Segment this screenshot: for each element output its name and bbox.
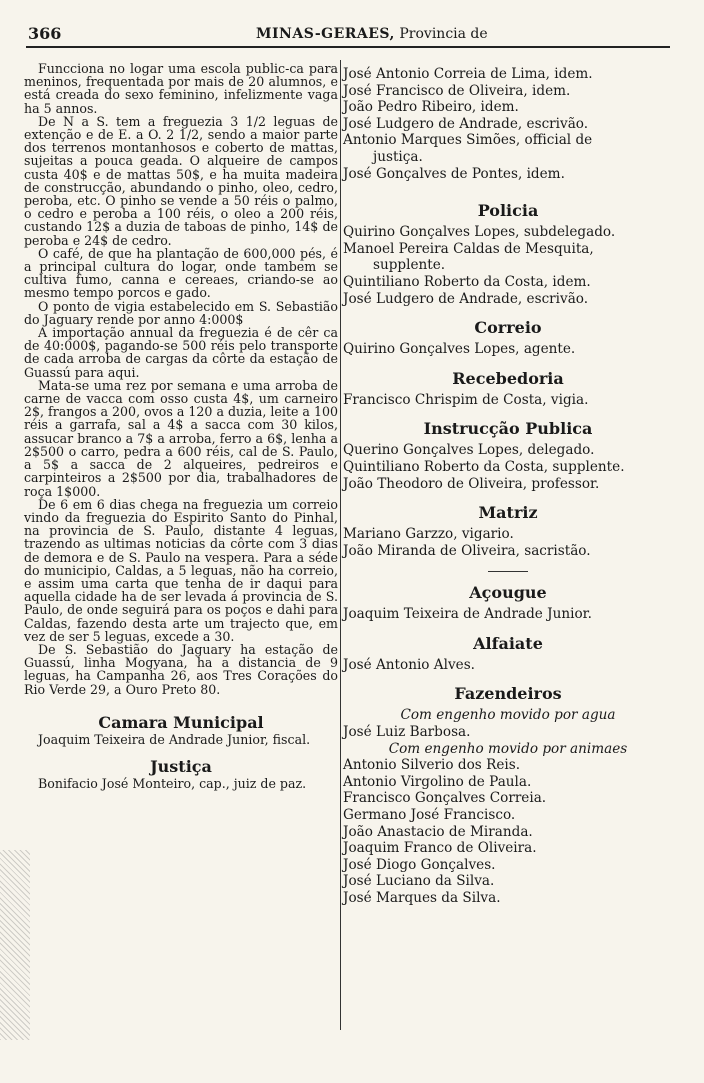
list-item: João Pedro Ribeiro, idem. (343, 99, 519, 116)
list-item: José Ludgero de Andrade, escrivão. (343, 115, 589, 132)
running-title (256, 26, 488, 42)
list-item: José Ludgero de Andrade, escrivão. (343, 290, 589, 307)
list-item: Joaquim Franco de Oliveira. (343, 840, 537, 857)
running-title-rest: Provincia de (399, 26, 488, 42)
section-title-acougue: Açougue (469, 583, 547, 603)
list-item: José Marques da Silva. (343, 890, 501, 906)
list-item: Joaquim Teixeira de Andrade Junior. (343, 606, 592, 623)
list-item: Germano José Francisco. (343, 807, 516, 824)
subheading-agua: Com engenho movido por agua (400, 707, 616, 724)
list-item: Quirino Gonçalves Lopes, agente. (343, 341, 576, 358)
list-item: justiça. (373, 148, 423, 165)
list-item: Antonio Silverio dos Reis. (343, 757, 521, 774)
subheading-animaes: Com engenho movido por animaes (388, 740, 628, 757)
list-item: Mariano Garzzo, vigario. (343, 526, 514, 543)
section-rule (488, 571, 528, 572)
paragraph: O ponto de vigia estabelecido em S. Sebastião do Jaguary rende por anno 4:000$ (24, 298, 338, 327)
section-title-correio: Correio (474, 318, 542, 338)
list-item: Francisco Gonçalves Correia. (343, 790, 547, 807)
list-item: supplente. (373, 257, 446, 274)
paragraph: A importação annual da freguezia é de cêr ca de 40:000$, pagando-se 500 réis pelo transporte de cada arroba de cargas da côrte da estação de Guassú para aqui. (24, 325, 338, 380)
section-title-policia: Policia (477, 201, 539, 221)
left-column (24, 62, 338, 791)
running-title-main: MINAS-GERAES, (256, 26, 395, 42)
paragraph: De N a S. tem a freguezia 3 1/2 leguas de extenção e de E. a O. 2 1/2, sendo a maior parte dos terrenos montanhosos e coberto de mattas, sujeitas a pouca geada. O alqueire de campos custa 40$ e de mattas 50$, e ha muita madeira de construcção, abundando o pinho, oleo, cedro, peroba, etc. O pinho se vende a 50 réis o palmo, o cedro e peroba a 100 réis, o oleo a 200 réis, custando 12$ a duzia de taboas de pinho, 14$ de peroba e 24$ de cedro. (24, 113, 338, 248)
list-item: José Gonçalves de Pontes, idem. (343, 165, 565, 182)
list-item: Antonio Marques Simões, official de (343, 132, 593, 149)
list-item: José Francisco de Oliveira, idem. (343, 82, 571, 99)
column-divider (340, 60, 341, 1030)
section-title-recebedoria: Recebedoria (452, 368, 564, 388)
right-column (343, 66, 673, 907)
section-title-fazendeiros: Fazendeiros (454, 684, 562, 704)
paper-stain (0, 850, 30, 1040)
page-number: 366 (28, 24, 62, 43)
list-item: João Theodoro de Oliveira, professor. (343, 475, 600, 492)
justica-entry: Bonifacio José Monteiro, cap., juiz de paz. (38, 776, 307, 792)
section-title-camara: Camara Municipal (98, 712, 264, 732)
list-item: José Luiz Barbosa. (343, 724, 471, 741)
list-item: José Diogo Gonçalves. (343, 856, 496, 873)
list-item: João Anastacio de Miranda. (343, 823, 533, 840)
paragraph: De S. Sebastião do Jaguary ha estação de Guassú, linha Mogyana, ha a distancia de 9 leguas, ha Campanha 26, aos Tres Corações do Rio Verde 29, a Ouro Preto 80. (24, 641, 338, 697)
paragraph: O café, de que ha plantação de 600,000 pés, é a principal cultura do logar, onde tambem se cultiva fumo, canna e cereaes, criando-se ao mesmo tempo porcos e gado. (24, 245, 338, 301)
paragraph: Mata-se uma rez por semana e uma arroba de carne de vacca com osso custa 4$, um carneiro 2$, frangos a 200, ovos a 120 a duzia, leite a 100 réis a garrafa, sal a 4$ a sacca com 30 kilos, assucar branco a 7$ a arroba, ferro a 6$, lenha a 2$500 o carro, pedra a 600 réis, cal de S. Paulo, a 5$ a sacca de 2 alqueires, pedreiros e carpinteiros a 2$500 por dia, trabalhadores de roça 1$000. (24, 377, 338, 499)
list-item: Manoel Pereira Caldas de Mesquita, (343, 240, 594, 257)
list-item: Quintiliano Roberto da Costa, supplente. (343, 458, 625, 475)
list-item: Querino Gonçalves Lopes, delegado. (343, 442, 595, 459)
list-item: Quintiliano Roberto da Costa, idem. (343, 273, 591, 290)
list-item: Quirino Gonçalves Lopes, subdelegado. (343, 224, 616, 241)
list-item: José Luciano da Silva. (343, 873, 495, 890)
camara-entry: Joaquim Teixeira de Andrade Junior, fiscal. (38, 731, 311, 747)
paragraph: Funcciona no logar uma escola public-ca para meninos, frequentada por mais de 20 alumnos, e está creada do sexo feminino, infelizmente vaga ha 5 annos. (24, 61, 338, 116)
section-title-alfaiate: Alfaiate (473, 633, 543, 653)
list-item: José Antonio Correia de Lima, idem. (343, 66, 593, 82)
list-item: Francisco Chrispim de Costa, vigia. (343, 391, 589, 408)
list-item: João Miranda de Oliveira, sacristão. (343, 542, 591, 559)
section-title-justica: Justiça (150, 757, 212, 777)
section-title-instrucao: Instrucção Publica (423, 419, 593, 439)
list-item: José Antonio Alves. (343, 656, 475, 673)
page-header (26, 22, 670, 48)
list-item: Antonio Virgolino de Paula. (343, 773, 532, 790)
paragraph: De 6 em 6 dias chega na freguezia um correio vindo da freguezia do Espirito Santo do Pinhal, na provincia de S. Paulo, distante 4 leguas, trazendo as ultimas noticias da côrte com 3 dias de demora e de S. Paulo na vespera. Para a séde do municipio, Caldas, a 5 leguas, não ha correio, e assim uma carta que tenha de ir daqui para aquella cidade ha de ser levada á provincia de S. Paulo, de onde seguirá para os poços e dahi para Caldas, fazendo desta arte um trajecto que, em vez de ser 5 leguas, excede a 30. (24, 496, 338, 644)
section-title-matriz: Matriz (478, 503, 538, 523)
